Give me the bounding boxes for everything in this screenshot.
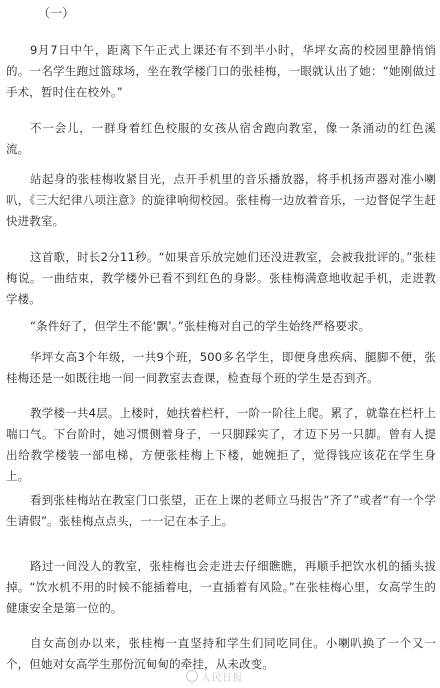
watermark-logo-icon bbox=[186, 670, 198, 682]
paragraph-10: 自女高创办以来，张桂梅一直坚持和学生们同吃同住。小喇叭换了一个又一个，但她对女高学生那份沉甸甸的牵挂，从未改变。 bbox=[6, 636, 436, 671]
paragraph-5: “条件好了，但学生不能‘飘’。”张桂梅对自己的学生始终严格要求。 bbox=[30, 319, 371, 333]
section-heading: （一） bbox=[38, 6, 75, 20]
paragraph-3: 站起身的张桂梅收紧目光，点开手机里的音乐播放器，将手机扬声器对准小喇叭，《三大纪律八项注意》的旋律响彻校园。张桂梅一边放着音乐，一边督促学生赶快进教室。 bbox=[6, 172, 436, 228]
paragraph-4: 这首歌，时长2分11秒。“如果音乐放完她们还没进教室，会被我批评的。”张桂梅说。一曲结束，教学楼外已看不到红色的身影。张桂梅满意地收起手机，走进教学楼。 bbox=[6, 250, 436, 306]
paragraph-9: 路过一间没人的教室，张桂梅也会走进去仔细瞧瞧，再顺手把饮水机的插头拔掉。“饮水机不用的时候不能插着电，一直插着有风险。”在张桂梅心里，女高学生的健康安全是第一位的。 bbox=[6, 559, 436, 615]
paragraph-7: 教学楼一共4层。上楼时，她扶着栏杆，一阶一阶往上爬。累了，就靠在栏杆上喘口气。下台阶时，她习惯侧着身子，一只脚踩实了，才迈下另一只脚。曾有人提出给教学楼装一部电梯，方便张桂梅上下楼，她婉拒了，觉得钱应该花在学生身上。 bbox=[6, 406, 436, 483]
paragraph-2: 不一会儿，一群身着红色校服的女孩从宿舍跑向教室，像一条涌动的红色溪流。 bbox=[6, 121, 436, 156]
paragraph-8: 看到张桂梅站在教室门口张望，正在上课的老师立马报告“齐了”或者“有一个学生请假”。张桂梅点点头，一一记在本子上。 bbox=[6, 493, 436, 528]
source-watermark bbox=[186, 670, 243, 686]
paragraph-1: 9月7日中午，距离下午正式上课还有不到半小时，华坪女高的校园里静悄悄的。一名学生跑过篮球场，坐在教学楼门口的张桂梅，一眼就认出了她：“她刚做过手术，暂时住在校外。” bbox=[6, 43, 436, 99]
paragraph-6: 华坪女高3个年级，一共9个班，500多名学生，即便身患疾病、腿脚不便，张桂梅还是一如既往地一间一间教室去查课，检查每个班的学生是否到齐。 bbox=[6, 350, 436, 385]
watermark-text: 人民日报 bbox=[201, 673, 243, 684]
